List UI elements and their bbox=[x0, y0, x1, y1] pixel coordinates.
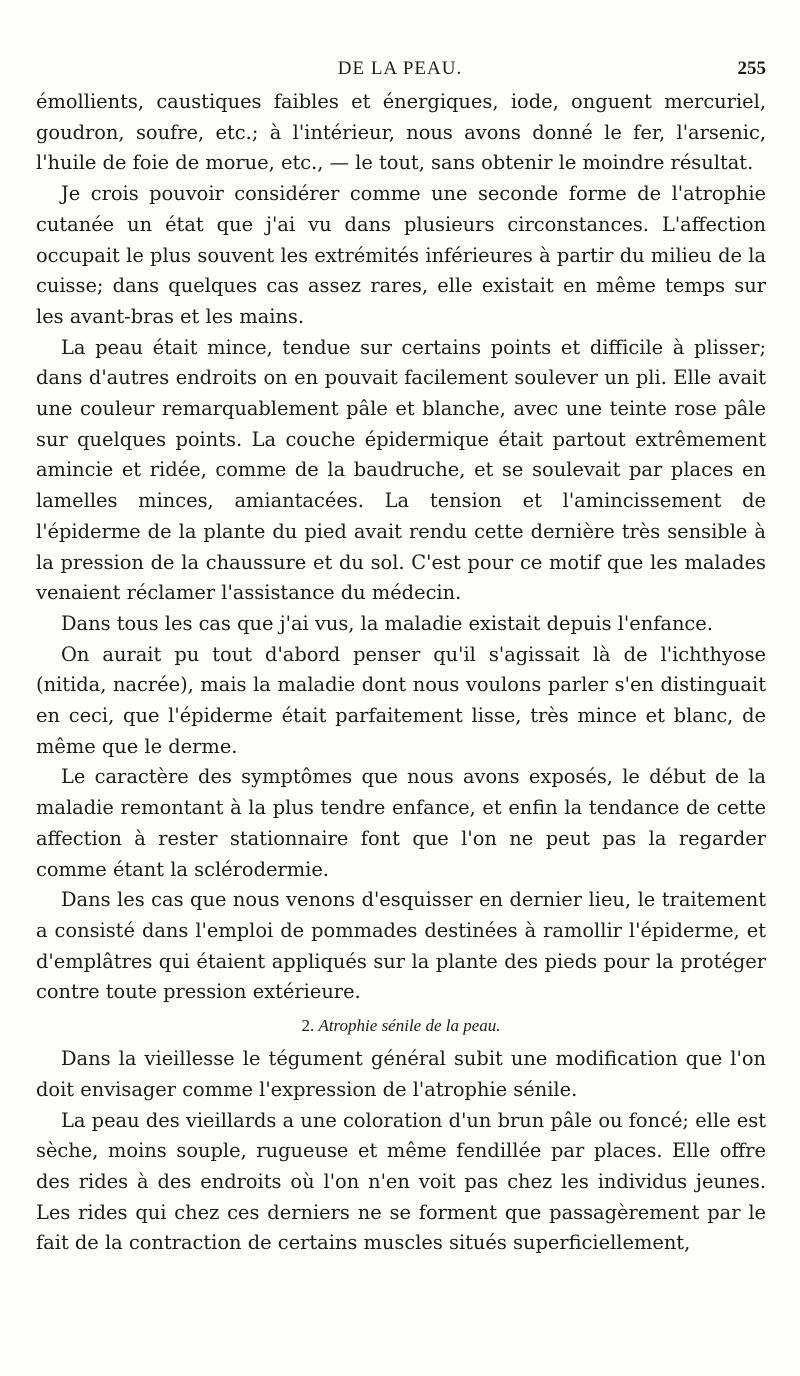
paragraph: Dans les cas que nous venons d'esquisser en dernier lieu, le traitement a consisté dans l'emploi de pommades destinées à ramollir l'épiderme, et d'emplâtres qui étaient appliqués sur la plante des pieds pour la protéger contre toute pression extérieure. bbox=[36, 888, 766, 1004]
page-number: 255 bbox=[737, 58, 766, 79]
running-head bbox=[0, 54, 800, 84]
paragraph: La peau des vieillards a une coloration d'un brun pâle ou foncé; elle est sèche, moins souple, rugueuse et même fendillée par places. Elle offre des rides à des endroits où l'on n'en voit pas chez les individus jeunes. Les rides qui chez ces derniers ne se forment que passagèrement par le fait de la contraction de certains muscles situés superficiellement, bbox=[36, 1108, 766, 1255]
paragraph-continued: émollients, caustiques faibles et énergiques, iode, onguent mercuriel, goudron, soufre, etc.; à l'intérieur, nous avons donné le fer, l'arsenic, l'huile de foie de morue, etc., — le tout, sans obtenir le moindre résultat. bbox=[36, 90, 766, 175]
body-text bbox=[36, 87, 766, 1259]
paragraph: Dans tous les cas que j'ai vus, la maladie existait depuis l'enfance. bbox=[61, 611, 713, 635]
paragraph: On aurait pu tout d'abord penser qu'il s'agissait là de l'ichthyose (nitida, nacrée), mais la maladie dont nous voulons parler s'en distinguait en ceci, que l'épiderme était parfaitement lisse, très mince et blanc, de même que le derme. bbox=[36, 642, 766, 758]
section-heading bbox=[36, 1008, 766, 1044]
paragraph: Je crois pouvoir considérer comme une seconde forme de l'atrophie cutanée un état que j'ai vu dans plusieurs circonstances. L'affection occupait le plus souvent les extrémités inférieures à partir du milieu de la cuisse; dans quelques cas assez rares, elle existait en même temps sur les avant-bras et les mains. bbox=[36, 182, 766, 328]
section-number: 2. bbox=[301, 1016, 315, 1036]
paragraph: Le caractère des symptômes que nous avons exposés, le début de la maladie remontant à la plus tendre enfance, et enfin la tendance de cette affection à rester stationnaire font que l'on ne peut pas la regarder comme étant la sclérodermie. bbox=[36, 765, 766, 881]
paragraph: La peau était mince, tendue sur certains points et difficile à plisser; dans d'autres endroits on en pouvait facilement soulever un pli. Elle avait une couleur remarquablement pâle et blanche, avec une teinte rose pâle sur quelques points. La couche épidermique était partout extrêmement amincie et ridée, comme de la baudruche, et se soulevait par places en lamelles minces, amiantacées. La tension et l'amincissement de l'épiderme de la plante du pied avait rendu cette dernière très sensible à la pression de la chaussure et du sol. C'est pour ce motif que les malades venaient réclamer l'assistance du médecin. bbox=[36, 335, 766, 605]
running-title: DE LA PEAU. bbox=[337, 58, 463, 79]
section-title: Atrophie sénile de la peau. bbox=[318, 1016, 501, 1036]
paragraph: Dans la vieillesse le tégument général subit une modification que l'on doit envisager comme l'expression de l'atrophie sénile. bbox=[36, 1047, 766, 1101]
